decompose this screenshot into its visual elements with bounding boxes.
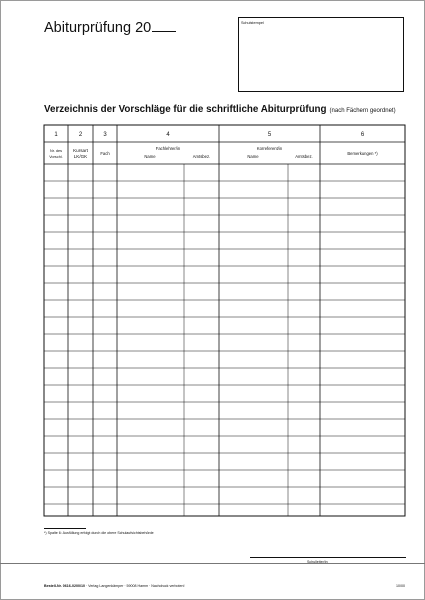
- column-number: 2: [78, 132, 83, 138]
- header-bemerkungen: Bemerkungen *): [347, 151, 378, 156]
- stamp-label: Schulstempel: [241, 21, 264, 25]
- column-header-row: [49, 146, 378, 159]
- column-number: 3: [103, 132, 107, 138]
- list-heading-main: Verzeichnis der Vorschläge für die schriftliche Abiturprüfung: [44, 104, 327, 115]
- header-fachlehrer-name: Name: [144, 154, 156, 159]
- header-korreferent-name: Name: [247, 154, 259, 159]
- list-heading-sub: (nach Fächern geordnet): [329, 108, 396, 114]
- column-number: 6: [360, 132, 365, 138]
- header-korreferent-amtsbez: Amtsbez.: [295, 154, 313, 159]
- column-number: 4: [166, 132, 170, 138]
- header-nr-line1: Nr. des: [49, 149, 63, 153]
- header-kursart-line2: LK/GK: [73, 154, 88, 159]
- footer-code: 10/00: [396, 584, 405, 588]
- signature-line[interactable]: [250, 557, 406, 558]
- header-kursart-line1: Kursart: [73, 148, 88, 153]
- column-number-row: [54, 132, 365, 138]
- form-title: Abiturprüfung 20: [44, 19, 176, 36]
- header-fachlehrer: Fachlehrer/in: [155, 146, 181, 151]
- header-korreferent: Korreferent/in: [256, 146, 283, 151]
- footer-imprint: [44, 584, 184, 588]
- footnote: *) Spalte 6: Ausfüllung erfolgt durch die obere Schulaufsichtsbehörde: [44, 531, 154, 535]
- table-grid-lines: [44, 125, 405, 516]
- order-number: Bestell-Nr. 0616-0200/10: [44, 584, 85, 588]
- column-number: 1: [54, 132, 58, 138]
- footnote-separator: [44, 528, 86, 529]
- header-nr-line2: Vorschl.: [49, 155, 63, 159]
- signature-label: Schulleiter/in: [307, 560, 328, 564]
- footer-divider: [0, 563, 425, 564]
- column-number: 5: [267, 132, 272, 138]
- publisher-note: · Verlag Langenkämper · 59008 Hamm · Nachdruck verboten!: [85, 584, 185, 588]
- header-fachlehrer-amtsbez: Amtsbez.: [192, 154, 211, 159]
- header-fach: Fach: [100, 151, 110, 156]
